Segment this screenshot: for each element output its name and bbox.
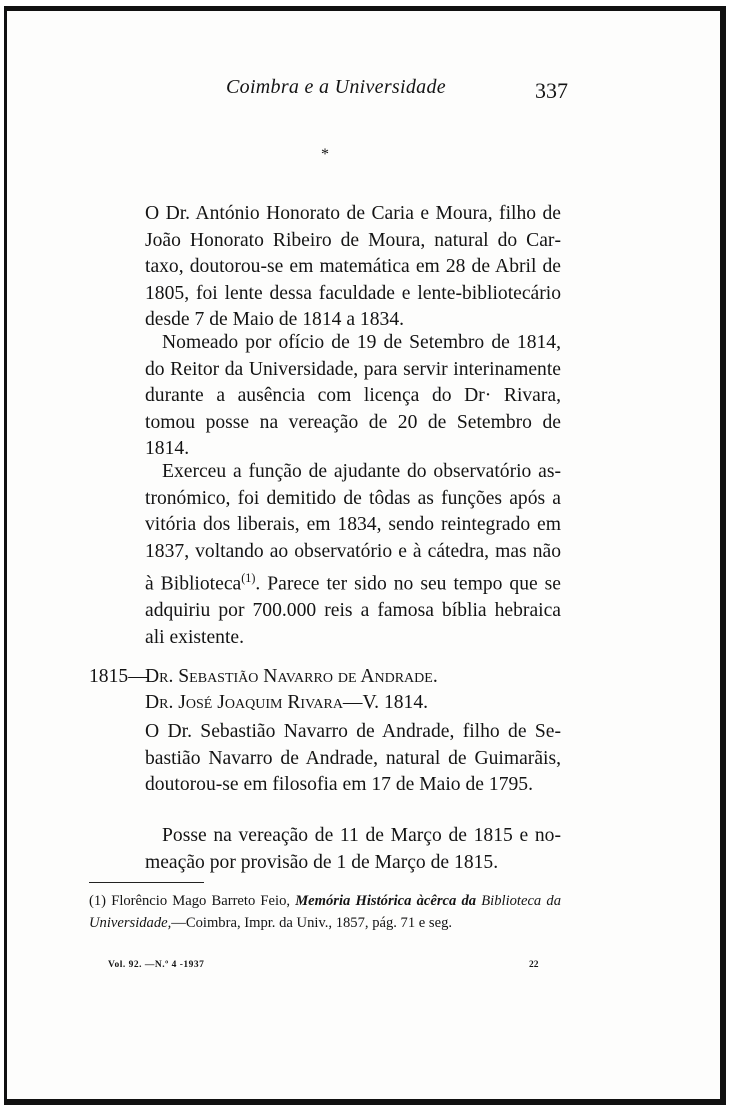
paragraph-text-after-note: . Parece ter sido no seu tempo que se adquiriu por 700.000 reis a famosa bíblia hebraica ali existente. (145, 573, 562, 648)
footnote-reference: (1) (241, 571, 256, 586)
footnote-publication: —Coimbra, Impr. da Univ., 1857, pág. 71 e seg. (171, 915, 453, 931)
paragraph-caria-e-moura-bio: O Dr. António Honorato de Caria e Moura, filho de João Honorato Ribeiro de Moura, natural do Cartaxo, doutorou-se em matemática em 28 de Abril de 1805, foi lente dessa faculdade e lente-bibliotecário desde 7 de Maio de 1814 a 1834. (145, 203, 561, 331)
paragraph-navarro-bio: O Dr. Sebastião Navarro de Andrade, filho de Sebastião Navarro de Andrade, natural de Guimarãis, doutorou-se em filosofia em 17 de Maio de 1795. (145, 721, 561, 796)
paragraph-text-before-note: Exerceu a função de ajudante do observatório astronómico, foi demitido de tôdas as funções após a vitória dos liberais, em 1834, sendo reintegrado em 1837, voltando ao observatório e à cátedra, mas não à Biblioteca (145, 461, 561, 595)
section-asterism: * (321, 146, 329, 163)
paragraph-observatory-service (145, 459, 561, 651)
sheet-number: 22 (529, 960, 539, 970)
running-title: Coimbra e a Universidade (226, 76, 446, 98)
printer-signature: Vol. 92. —N.º 4 -1937 (108, 960, 205, 970)
paragraph-posse-1815: Posse na vereação de 11 de Março de 1815 e nomeação por provisão de 1 de Março de 1815. (145, 825, 561, 873)
footnote-divider (89, 882, 204, 883)
entry-year: 1815— (89, 666, 148, 687)
paragraph-nomination-1814: Nomeado por ofício de 19 de Setembro de 1814, do Reitor da Universidade, para servir interinamente durante a ausência com licença do Dr· Rivara, tomou posse na vereação de 20 de Setembro de 1814. (145, 332, 561, 460)
footnote-author: Florêncio Mago Barreto Feio, (106, 893, 296, 909)
footnote-title-continued: Biblioteca da Universidade, (89, 893, 561, 931)
footnote-title: Memória Histórica àcêrca da (295, 893, 477, 909)
footnote-marker: (1) (89, 893, 107, 909)
entry-heading-navarro: Dr. Sebastião Navarro de Andrade. (145, 666, 438, 687)
page-number: 337 (535, 78, 568, 103)
entry-heading-rivara: Dr. José Joaquim Rivara—V. 1814. (145, 692, 429, 713)
footnote (89, 890, 561, 934)
